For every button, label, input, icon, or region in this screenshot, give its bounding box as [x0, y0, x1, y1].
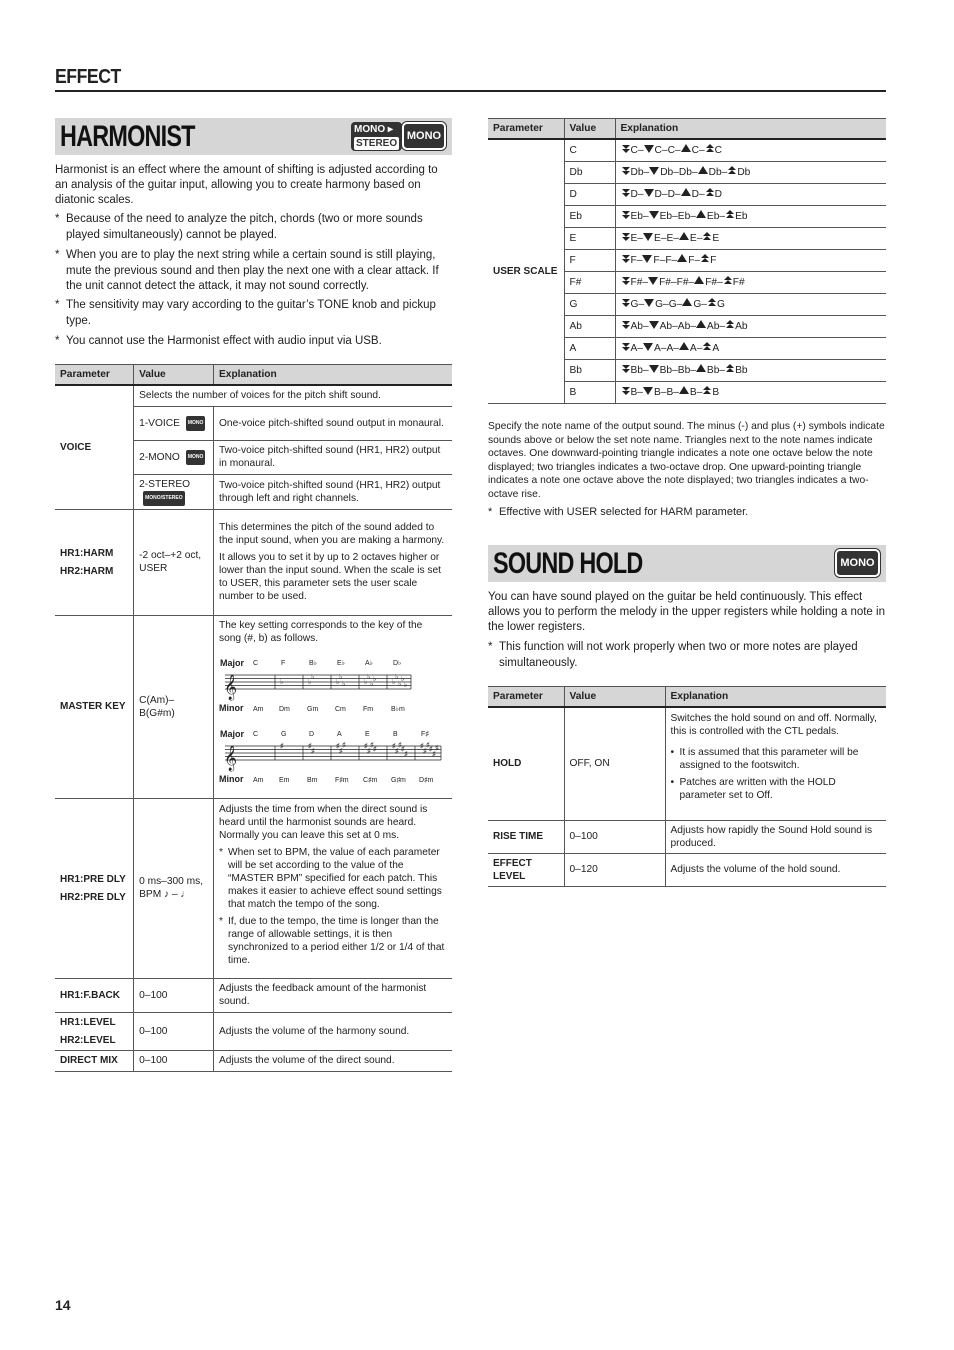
accidental-symbol: ♭: [366, 673, 371, 681]
level-explanation: Adjusts the volume of the harmony sound.: [213, 1012, 452, 1050]
scale-explanation: A– A–A– A– A: [615, 337, 886, 359]
param-direct-mix: DIRECT MIX: [55, 1050, 134, 1071]
rise-explanation: Adjusts how rapidly the Sound Hold sound is produced.: [665, 820, 886, 853]
harm-value: -2 oct–+2 oct, USER: [134, 509, 214, 615]
accidental-symbol: ♭: [403, 681, 408, 689]
param-fback: HR1:F.BACK: [55, 978, 134, 1012]
table-row: [55, 385, 452, 406]
scale-value: G: [564, 293, 615, 315]
octave-down-icon: [642, 255, 652, 263]
table-row: [55, 615, 452, 798]
accidental-symbol: ♭: [391, 678, 396, 686]
accidental-symbol: ♯: [400, 745, 405, 753]
voice-value-2: 2-MONO MONO: [134, 440, 214, 474]
accidental-symbol: ♭: [400, 675, 405, 683]
accidental-symbol: ♯: [422, 747, 427, 755]
scale-explanation: Eb– Eb–Eb– Eb– Eb: [615, 205, 886, 227]
octave-up-icon: [696, 364, 706, 372]
fback-explanation: Adjusts the feedback amount of the harmonist sound.: [213, 978, 452, 1012]
mono-badge-small: MONO: [186, 416, 206, 431]
two-octave-down-icon: [621, 276, 631, 286]
staff1-major-label: Major: [219, 657, 244, 668]
param-hold: HOLD: [488, 707, 564, 820]
scale-value: F: [564, 249, 615, 271]
mono-badge: MONO: [835, 549, 880, 577]
key-major-label: A: [336, 730, 342, 738]
key-minor-label: Am: [252, 705, 264, 713]
scale-value: Bb: [564, 359, 615, 381]
key-major-label: B: [392, 730, 398, 738]
octave-down-icon: [649, 167, 659, 175]
scale-explanation: E– E–E– E– E: [615, 227, 886, 249]
accidental-symbol: ♯: [366, 747, 371, 755]
accidental-symbol: ♯: [428, 745, 433, 753]
voice-intro: Selects the number of voices for the pitch shift sound.: [134, 385, 452, 406]
sound-hold-intro: You can have sound played on the guitar be held continuously. This effect allows you to perform the melody in the upper registers while holding a note in the lower registers.: [488, 591, 885, 633]
octave-down-icon: [644, 145, 654, 153]
key-minor-label: Am: [252, 776, 264, 784]
octave-up-icon: [681, 188, 691, 196]
octave-down-icon: [644, 299, 654, 307]
accidental-symbol: ♯: [419, 742, 424, 750]
two-octave-down-icon: [621, 188, 631, 198]
accidental-symbol: ♭: [397, 680, 402, 688]
key-major-label: A♭: [364, 659, 373, 667]
accidental-symbol: ♯: [391, 742, 396, 750]
rise-value: 0–100: [564, 820, 665, 853]
key-major-label: G: [280, 730, 287, 738]
accidental-symbol: ♭: [307, 678, 312, 686]
accidental-symbol: ♯: [431, 750, 436, 758]
octave-up-icon: [682, 298, 692, 306]
octave-down-icon: [649, 365, 659, 373]
voice-expl-1: One-voice pitch-shifted sound output in monaural.: [213, 406, 452, 440]
scale-explanation: D– D–D– D– D: [615, 183, 886, 205]
octave-up-icon: [677, 254, 687, 262]
accidental-symbol: ♯: [341, 741, 346, 749]
key-major-label: B♭: [308, 659, 317, 667]
accidental-symbol: ♭: [338, 673, 343, 681]
accidental-symbol: ♭: [372, 675, 377, 683]
harmonist-note-1: * Because of the need to analyze the pitch, chords (two or more sounds played simultaneously) cannot be played.: [55, 212, 452, 243]
harmonist-intro: Harmonist is an effect where the amount of shifting is adjusted according to an analysis of the guitar input, allowing you to create harmony based on diatonic scales.: [55, 164, 438, 206]
pre-dly-value: 0 ms–300 ms, BPM ♪ – ♩: [134, 798, 214, 978]
table-row: [55, 1012, 452, 1050]
two-octave-down-icon: [621, 166, 631, 176]
two-octave-up-icon: [705, 144, 715, 154]
octave-down-icon: [643, 387, 653, 395]
master-key-value: C(Am)–B(G#m): [134, 615, 214, 798]
param-voice: VOICE: [55, 385, 134, 509]
accidental-symbol: ♯: [307, 742, 312, 750]
octave-up-icon: [696, 320, 706, 328]
two-octave-up-icon: [707, 298, 717, 308]
key-major-label: C: [252, 659, 259, 667]
scale-value: Eb: [564, 205, 615, 227]
direct-explanation: Adjusts the volume of the direct sound.: [213, 1050, 452, 1071]
harmonist-note-3: * The sensitivity may vary according to the guitar’s TONE knob and pickup type.: [55, 298, 452, 329]
key-major-label: F: [280, 659, 286, 667]
user-scale-table: [488, 118, 886, 404]
scale-value: D: [564, 183, 615, 205]
table-row: [488, 139, 886, 161]
key-major-label: D: [308, 730, 315, 738]
two-octave-up-icon: [702, 386, 712, 396]
scale-explanation: Ab– Ab–Ab– Ab– Ab: [615, 315, 886, 337]
key-minor-label: Gm: [306, 705, 319, 713]
octave-up-icon: [694, 276, 704, 284]
key-minor-label: G♯m: [390, 776, 406, 784]
scale-explanation: F#– F#–F#– F#– F#: [615, 271, 886, 293]
key-minor-label: Cm: [334, 705, 346, 713]
octave-down-icon: [649, 321, 659, 329]
key-major-label: D♭: [392, 659, 402, 667]
table-row: [55, 798, 452, 978]
table-row: [488, 853, 886, 886]
accidental-symbol: ♯: [310, 747, 315, 755]
effect-level-value: 0–120: [564, 853, 665, 886]
header-rule: [55, 90, 886, 92]
accidental-symbol: ♯: [434, 744, 439, 752]
harmonist-note-2: * When you are to play the next string while a certain sound is still playing, mute the previous sound and then play the next one with a clear attack. If the unit cannot detect the attack, it may not sound correctly.: [55, 248, 452, 295]
hold-explanation: Switches the hold sound on and off. Normally, this is controlled with the CTL pedals. • It is assumed that this parameter will be assigned to the footswitch. • Patches are written with the HOLD parameter set to Off.: [665, 707, 886, 820]
two-octave-up-icon: [723, 276, 733, 286]
octave-up-icon: [698, 166, 708, 174]
voice-expl-2: Two-voice pitch-shifted sound (HR1, HR2) output in monaural.: [213, 440, 452, 474]
two-octave-up-icon: [725, 320, 735, 330]
mono-stereo-badge: MONO ▸ STEREO: [351, 122, 402, 151]
voice-value-3: 2-STEREOMONO/STEREO: [134, 474, 214, 509]
two-octave-up-icon: [727, 166, 737, 176]
scale-value: C: [564, 139, 615, 161]
accidental-symbol: ♯: [338, 747, 343, 755]
col-parameter: Parameter: [55, 365, 134, 386]
accidental-symbol: ♯: [397, 741, 402, 749]
accidental-symbol: ♭: [363, 678, 368, 686]
key-major-label: E: [364, 730, 370, 738]
table-row: [55, 1050, 452, 1071]
scale-value: A: [564, 337, 615, 359]
accidental-symbol: ♭: [279, 678, 284, 686]
scale-explanation: F– F–F– F– F: [615, 249, 886, 271]
param-effect-level: EFFECT LEVEL: [488, 853, 564, 886]
two-octave-down-icon: [621, 298, 631, 308]
table-row: [55, 978, 452, 1012]
octave-up-icon: [681, 144, 691, 152]
direct-value: 0–100: [134, 1050, 214, 1071]
mono-badge: MONO: [402, 122, 446, 150]
two-octave-down-icon: [621, 364, 631, 374]
accidental-symbol: ♯: [403, 750, 408, 758]
sound-hold-title-bar: [488, 545, 886, 582]
scale-explanation: C– C–C– C– C: [615, 139, 886, 161]
param-master-key: MASTER KEY: [55, 615, 134, 798]
two-octave-down-icon: [621, 320, 631, 330]
octave-up-icon: [679, 232, 689, 240]
scale-value: E: [564, 227, 615, 249]
col-value: Value: [134, 365, 214, 386]
key-minor-label: Dm: [278, 705, 290, 713]
param-pre-dly: HR1:PRE DLY HR2:PRE DLY: [55, 798, 134, 978]
param-user-scale: USER SCALE: [488, 139, 564, 403]
octave-up-icon: [679, 342, 689, 350]
octave-down-icon: [643, 343, 653, 351]
scale-value: F#: [564, 271, 615, 293]
mono-badge-small: MONO: [186, 450, 206, 465]
pre-dly-explanation: Adjusts the time from when the direct sound is heard until the harmonist sounds are heard. Normally you can leave this set at 0 ms. * When set to BPM, the value of each parameter will be set according to the value of the “MASTER BPM” specified for each patch. This makes it easier to achieve effect sound settings that match the tempo of the song. * If, due to the tempo, the time is longer than the range of allowable settings, it is then synchronized to a period either 1/2 or 1/4 of that time.: [213, 798, 452, 978]
hold-value: OFF, ON: [564, 707, 665, 820]
key-signature-staves: [219, 647, 447, 795]
two-octave-up-icon: [702, 232, 712, 242]
two-octave-down-icon: [621, 144, 631, 154]
harmonist-title-bar: [55, 118, 452, 155]
table-row: [488, 820, 886, 853]
key-minor-label: Bm: [306, 776, 318, 784]
key-minor-label: Fm: [362, 705, 374, 713]
key-major-label: E♭: [336, 659, 345, 667]
param-rise-time: RISE TIME: [488, 820, 564, 853]
two-octave-up-icon: [725, 364, 735, 374]
accidental-symbol: ♯: [279, 742, 284, 750]
two-octave-down-icon: [621, 342, 631, 352]
two-octave-down-icon: [621, 386, 631, 396]
key-major-label: C: [252, 730, 259, 738]
accidental-symbol: ♭: [369, 680, 374, 688]
octave-down-icon: [643, 233, 653, 241]
table-header-row: [55, 365, 452, 386]
param-level: HR1:LEVEL HR2:LEVEL: [55, 1012, 134, 1050]
octave-down-icon: [648, 277, 658, 285]
scale-explanation: Db– Db–Db– Db– Db: [615, 161, 886, 183]
table-row: [55, 509, 452, 615]
accidental-symbol: ♭: [310, 673, 315, 681]
accidental-symbol: ♭: [341, 680, 346, 688]
key-minor-label: D♯m: [418, 776, 434, 784]
scale-value: B: [564, 381, 615, 403]
two-octave-up-icon: [700, 254, 710, 264]
table-row: [488, 707, 886, 820]
effect-level-explanation: Adjusts the volume of the hold sound.: [665, 853, 886, 886]
user-scale-note: * Effective with USER selected for HARM parameter.: [488, 505, 886, 521]
level-value: 0–100: [134, 1012, 214, 1050]
key-minor-label: Em: [278, 776, 290, 784]
staff1-minor-label: Minor: [218, 702, 244, 713]
scale-explanation: B– B–B– B– B: [615, 381, 886, 403]
octave-down-icon: [649, 211, 659, 219]
voice-expl-3: Two-voice pitch-shifted sound (HR1, HR2) output through left and right channels.: [213, 474, 452, 509]
two-octave-down-icon: [621, 232, 631, 242]
treble-clef: 𝄞: [223, 744, 237, 770]
accidental-symbol: ♯: [335, 742, 340, 750]
accidental-symbol: ♯: [363, 742, 368, 750]
scale-value: Ab: [564, 315, 615, 337]
two-octave-up-icon: [702, 342, 712, 352]
accidental-symbol: ♭: [335, 678, 340, 686]
fback-value: 0–100: [134, 978, 214, 1012]
treble-clef: 𝄞: [223, 673, 237, 699]
key-minor-label: B♭m: [390, 705, 405, 713]
scale-value: Db: [564, 161, 615, 183]
key-minor-label: C♯m: [362, 776, 378, 784]
section-title: EFFECT: [55, 66, 121, 88]
accidental-symbol: ♯: [372, 745, 377, 753]
key-minor-label: F♯m: [334, 776, 349, 784]
user-scale-description: Specify the note name of the output sound. The minus (-) and plus (+) symbols indicate sounds above or below the set note name. Triangles next to the note names indicate octaves. One downward-pointing triangle indicates a note one octave below the note displayed; two triangles indicates a two-octave drop. One upward-pointing triangle indicates a note one octave above the note displayed; two triangles indicates a two-octave rise.: [488, 421, 885, 500]
staff2-major-label: Major: [219, 728, 244, 739]
harmonist-title: HARMONIST: [60, 120, 195, 153]
table-header-row: Parameter Value Explanation: [488, 687, 886, 708]
page-number: 14: [55, 1297, 71, 1313]
voice-value-1: 1-VOICE MONO: [134, 406, 214, 440]
table-header-row: Parameter Value Explanation: [488, 119, 886, 140]
accidental-symbol: ♯: [394, 747, 399, 755]
col-explanation: Explanation: [213, 365, 452, 386]
harmonist-table: [55, 364, 452, 1072]
staff2-minor-label: Minor: [218, 773, 244, 784]
accidental-symbol: ♯: [425, 741, 430, 749]
octave-up-icon: [679, 386, 689, 394]
harm-explanation: This determines the pitch of the sound added to the input sound, when you are making a harmony. It allows you to set it by up to 2 octaves higher or lower than the input sound. When the scale is set to USER, this parameter sets the user scale number to be used.: [213, 509, 452, 615]
accidental-symbol: ♯: [369, 741, 374, 749]
sound-hold-title: SOUND HOLD: [493, 547, 643, 580]
scale-explanation: Bb– Bb–Bb– Bb– Bb: [615, 359, 886, 381]
sound-hold-table: [488, 686, 886, 887]
accidental-symbol: ♭: [394, 673, 399, 681]
mono-stereo-badge-small: MONO/STEREO: [143, 491, 185, 506]
master-key-explanation: The key setting corresponds to the key of the song (#, b) as follows. Major C F B♭ E♭ A♭ D♭ 𝄞 ♭ ♭ ♭ ♭ ♭ ♭ ♭ ♭ ♭ ♭ ♭ ♭ ♭ ♭ ♭ Minor Am Dm Gm Cm Fm B♭m Major C G D A E B F♯ 𝄞 ♯ ♯ ♯ ♯ ♯ ♯ ♯ ♯ ♯ ♯ ♯ ♯ ♯ ♯ ♯ ♯ ♯ ♯ ♯ ♯ ♯ Minor Am Em Bm F♯m C♯m G♯m D♯m: [213, 615, 452, 798]
two-octave-down-icon: [621, 210, 631, 220]
sound-hold-note: * This function will not work properly when two or more notes are played simultaneously.: [488, 640, 886, 671]
key-major-label: F♯: [420, 730, 429, 738]
two-octave-down-icon: [621, 254, 631, 264]
harmonist-note-4: * You cannot use the Harmonist effect with audio input via USB.: [55, 334, 452, 350]
octave-up-icon: [696, 210, 706, 218]
two-octave-up-icon: [725, 210, 735, 220]
octave-down-icon: [644, 189, 654, 197]
scale-explanation: G– G–G– G– G: [615, 293, 886, 315]
param-harm: HR1:HARM HR2:HARM: [55, 509, 134, 615]
two-octave-up-icon: [705, 188, 715, 198]
